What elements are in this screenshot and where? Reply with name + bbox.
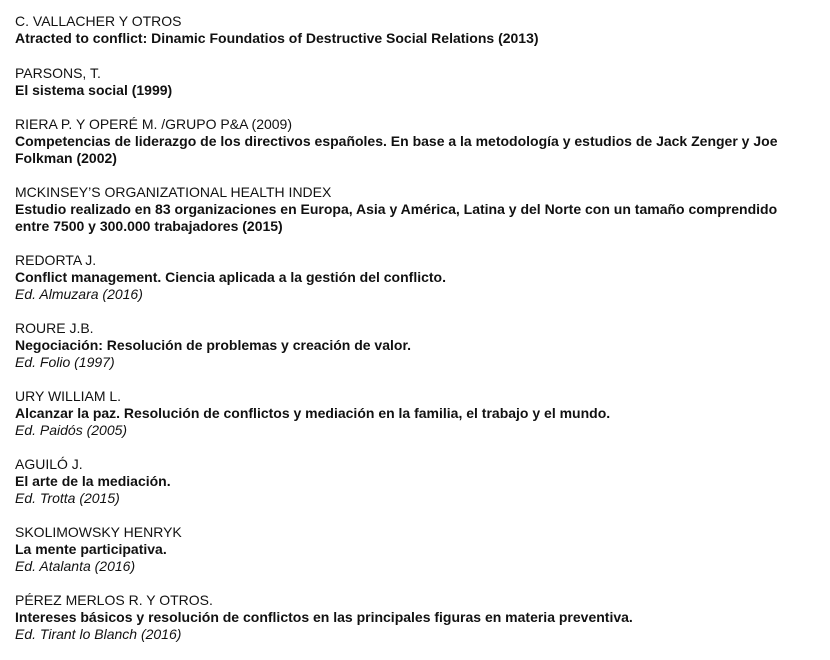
reference-publisher: Ed. Tirant lo Blanch (2016) bbox=[15, 626, 182, 642]
reference-publisher: Ed. Paidós (2005) bbox=[15, 422, 128, 438]
reference-entry bbox=[15, 388, 815, 439]
reference-author: URY WILLIAM L. bbox=[15, 388, 122, 404]
reference-title: Competencias de liderazgo de los directivos españoles. En base a la metodología y estudios de Jack Zenger y Joe Folkman (2002) bbox=[15, 133, 778, 166]
reference-author: PARSONS, T. bbox=[15, 65, 101, 81]
reference-title: Conflict management. Ciencia aplicada a la gestión del conflicto. bbox=[15, 269, 446, 285]
reference-publisher: Ed. Folio (1997) bbox=[15, 354, 115, 370]
reference-title: Alcanzar la paz. Resolución de conflictos y mediación en la familia, el trabajo y el mundo. bbox=[15, 405, 611, 421]
reference-entry bbox=[15, 13, 815, 47]
reference-entry bbox=[15, 524, 815, 575]
reference-title: La mente participativa. bbox=[15, 541, 167, 557]
reference-entry bbox=[15, 184, 815, 235]
reference-entry bbox=[15, 65, 815, 99]
reference-title: Estudio realizado en 83 organizaciones en Europa, Asia y América, Latina y del Norte con un tamaño comprendido entre 7500 y 300.000 trabajadores (2015) bbox=[15, 201, 778, 234]
reference-entry bbox=[15, 252, 815, 303]
reference-entry bbox=[15, 592, 815, 643]
reference-author: MCKINSEY’S ORGANIZATIONAL HEALTH INDEX bbox=[15, 184, 332, 200]
reference-entry bbox=[15, 116, 815, 167]
reference-publisher: Ed. Almuzara (2016) bbox=[15, 286, 143, 302]
bibliography-list bbox=[15, 13, 815, 660]
reference-author: PÉREZ MERLOS R. Y OTROS. bbox=[15, 592, 213, 608]
reference-publisher: Ed. Trotta (2015) bbox=[15, 490, 120, 506]
reference-entry bbox=[15, 456, 815, 507]
reference-author: AGUILÓ J. bbox=[15, 456, 83, 472]
reference-title: El sistema social (1999) bbox=[15, 82, 173, 98]
reference-publisher: Ed. Atalanta (2016) bbox=[15, 558, 136, 574]
reference-author: SKOLIMOWSKY HENRYK bbox=[15, 524, 182, 540]
reference-author: ROURE J.B. bbox=[15, 320, 94, 336]
reference-title: Negociación: Resolución de problemas y creación de valor. bbox=[15, 337, 412, 353]
reference-title: Atracted to conflict: Dinamic Foundatios of Destructive Social Relations (2013) bbox=[15, 30, 539, 46]
reference-author: REDORTA J. bbox=[15, 252, 97, 268]
reference-author: RIERA P. Y OPERÉ M. /GRUPO P&A (2009) bbox=[15, 116, 292, 132]
reference-entry bbox=[15, 320, 815, 371]
reference-title: El arte de la mediación. bbox=[15, 473, 171, 489]
reference-author: C. VALLACHER Y OTROS bbox=[15, 13, 182, 29]
reference-title: Intereses básicos y resolución de conflictos en las principales figuras en materia preventiva. bbox=[15, 609, 633, 625]
